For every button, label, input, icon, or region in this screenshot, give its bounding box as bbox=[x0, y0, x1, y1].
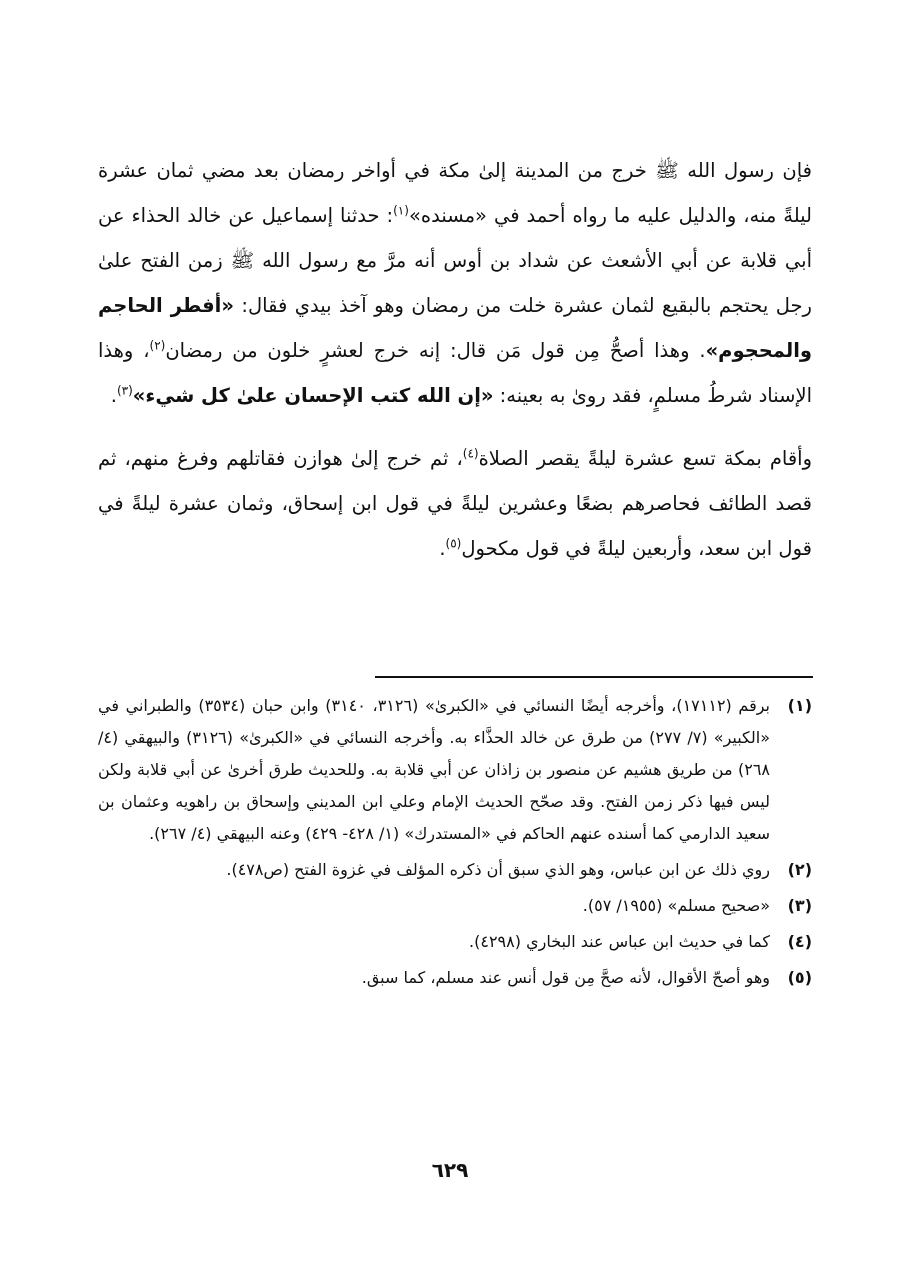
paragraph-2-part-2: ، ثم خرج إلىٰ هوازن فقاتلهم وفرغ منهم، ثم قصد الطائف فحاصرهم بضعًا وعشرين ليلةً في قول ابن إسحاق، وثمان عشرة ليلةً في قول ابن سعد، وأربعين ليلةً في قول مكحول bbox=[98, 447, 812, 560]
footnote-number: (١) bbox=[787, 696, 812, 715]
footnote-number: (٤) bbox=[787, 932, 812, 951]
footnote-number: (٢) bbox=[787, 860, 812, 879]
footnote-ref-3[interactable]: (٣) bbox=[116, 383, 133, 398]
paragraph-1-part-1: فإن رسول الله ﷺ خرج من المدينة إلىٰ مكة في أواخر رمضان بعد مضي ثمان عشرة ليلةً منه، والدليل عليه ما رواه أحمد في «مسنده» bbox=[98, 159, 812, 227]
footnote-text: وهو أصحّ الأقوال، لأنه صحَّ مِن قول أنس عند مسلم، كما سبق. bbox=[361, 968, 770, 987]
footnote-4 bbox=[98, 926, 812, 958]
paragraph-1-part-3: . وهذا أصحُّ مِن قول مَن قال: إنه خرج لعشرٍ خلون من رمضان bbox=[165, 339, 706, 362]
footnote-separator bbox=[375, 676, 813, 678]
hadith-quote-2: «إن الله كتب الإحسان علىٰ كل شيء» bbox=[132, 384, 494, 407]
footnote-number: (٣) bbox=[787, 896, 812, 915]
footnote-number: (٥) bbox=[787, 968, 812, 987]
footnote-text: كما في حديث ابن عباس عند البخاري (٤٢٩٨). bbox=[469, 932, 770, 951]
footnote-5 bbox=[98, 962, 812, 994]
hadith-quote-1: «أفطر الحاجم والمحجوم» bbox=[98, 294, 812, 362]
page-number: ٦٢٩ bbox=[431, 1158, 469, 1182]
footnote-ref-5[interactable]: (٥) bbox=[445, 536, 462, 551]
footnote-ref-1[interactable]: (١) bbox=[393, 203, 409, 218]
footnote-3 bbox=[98, 890, 812, 922]
footnote-2 bbox=[98, 854, 812, 886]
footnote-text: «صحيح مسلم» (١٩٥٥/ ٥٧). bbox=[582, 896, 770, 915]
paragraph-2 bbox=[98, 436, 812, 571]
footnote-ref-4[interactable]: (٤) bbox=[462, 446, 479, 461]
footnote-text: روي ذلك عن ابن عباس، وهو الذي سبق أن ذكره المؤلف في غزوة الفتح (ص٤٧٨). bbox=[226, 860, 770, 879]
paragraph-1-end: . bbox=[110, 384, 117, 407]
footnotes bbox=[98, 690, 812, 998]
paragraph-2-part-1: وأقام بمكة تسع عشرة ليلةً يقصر الصلاة bbox=[478, 447, 813, 470]
main-text bbox=[98, 148, 812, 571]
footnote-1 bbox=[98, 690, 812, 850]
footnote-text: برقم (١٧١١٢)، وأخرجه أيضًا النسائي في «الكبرىٰ» (٣١٢٦، ٣١٤٠) وابن حبان (٣٥٣٤) والطبراني في «الكبير» (٧/ ٢٧٧) من طرق عن خالد الحذَّاء به. وأخرجه النسائي في «الكبرىٰ» (٣١٢٦) والبيهقي (٤/ ٢٦٨) من طريق هشيم عن منصور بن زاذان عن أبي قلابة به. وللحديث طرق أخرىٰ عن أبي قلابة ولكن ليس فيها ذكر زمن الفتح. وقد صحّح الحديث الإمام وعلي ابن المديني وإسحاق بن راهويه وعثمان بن سعيد الدارمي كما أسنده عنهم الحاكم في «المستدرك» (١/ ٤٢٨- ٤٢٩) وعنه البيهقي (٤/ ٢٦٧). bbox=[98, 696, 771, 843]
paragraph-1-part-2: : حدثنا إسماعيل عن خالد الحذاء عن أبي قلابة عن أبي الأشعث عن شداد بن أوس أنه مرَّ مع رسول الله ﷺ زمن الفتح علىٰ رجل يحتجم بالبقيع لثمان عشرة خلت من رمضان وهو آخذ بيدي فقال: bbox=[98, 204, 812, 317]
paragraph-1-part-4: ، وهذا الإسناد شرطُ مسلمٍ، فقد روىٰ به بعينه: bbox=[98, 339, 812, 407]
footnote-ref-2[interactable]: (٢) bbox=[149, 338, 166, 353]
paragraph-1 bbox=[98, 148, 812, 418]
paragraph-2-end: . bbox=[439, 537, 446, 560]
